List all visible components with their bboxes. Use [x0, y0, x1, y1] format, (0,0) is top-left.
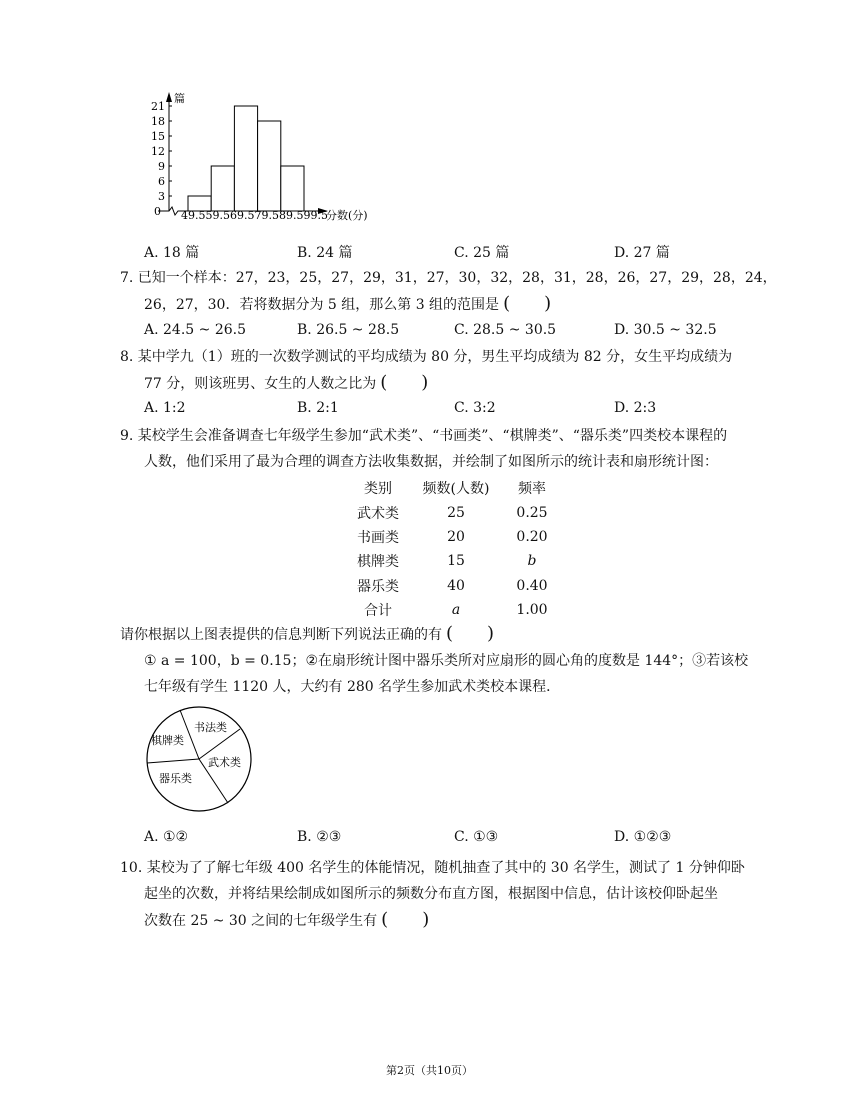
q8-stem-line2 — [144, 373, 428, 394]
table-cell: 15 — [447, 553, 465, 570]
q8-option-c[interactable]: C. 3:2 — [454, 400, 496, 416]
q7-stem-text: 26，27，30．若将数据分为 5 组，那么第 3 组的范围是 — [144, 297, 500, 313]
q9-option-b[interactable]: B. ②③ — [297, 829, 342, 845]
histogram-chart — [140, 88, 400, 228]
q8-option-a[interactable]: A. 1:2 — [144, 400, 186, 416]
histogram-bar — [211, 166, 234, 211]
table-header: 类别 — [364, 481, 392, 498]
q8-stem-line1: 8. 某中学九（1）班的一次数学测试的平均成绩为 80 分，男生平均成绩为 82 分，女生平均成绩为 — [120, 349, 733, 365]
table-cell: 器乐类 — [357, 578, 399, 595]
table-cell: 20 — [447, 528, 465, 545]
q10-stem-line3 — [144, 910, 429, 931]
table-row — [345, 598, 563, 622]
q8-option-b[interactable]: B. 2:1 — [297, 400, 339, 416]
q10-stem-text: 次数在 25 ~ 30 之间的七年级学生有 — [144, 913, 378, 929]
answer-paren-open: ( — [503, 293, 511, 314]
pie-label-martial: 武术类 — [208, 756, 241, 769]
q7-option-d[interactable]: D. 30.5 ~ 32.5 — [614, 322, 717, 338]
answer-paren-close: ) — [487, 623, 495, 644]
q6-option-c[interactable]: C. 25 篇 — [454, 245, 510, 261]
y-tick-label: 18 — [151, 115, 165, 128]
table-cell: 25 — [447, 504, 465, 521]
q8-stem-text: 77 分，则该班男、女生的人数之比为 — [144, 376, 377, 392]
pie-label-music: 器乐类 — [159, 772, 192, 785]
q7-stem-line1: 7. 已知一个样本：27，23，25，27，29，31，27，30，32，28，31，28，26，27，29，28，24， — [120, 270, 777, 286]
histogram-bar — [234, 106, 257, 211]
q9-statements-line1: ① a = 100，b = 0.15；②在扇形统计图中器乐类所对应扇形的圆心角的度数是 144°；③若该校 — [144, 653, 749, 669]
q9-question-text: 请你根据以上图表提供的信息判断下列说法正确的有 — [120, 627, 442, 643]
y-axis-arrow — [166, 92, 172, 102]
y-tick-label: 9 — [158, 160, 165, 173]
answer-paren-close: ) — [544, 293, 552, 314]
q6-option-a[interactable]: A. 18 篇 — [144, 245, 200, 261]
y-tick-label: 15 — [151, 130, 165, 143]
y-tick-label: 6 — [158, 175, 165, 188]
table-cell: b — [527, 553, 537, 570]
q8-option-d[interactable]: D. 2:3 — [614, 400, 657, 416]
table-cell: 武术类 — [357, 505, 399, 522]
answer-paren-close: ) — [422, 909, 430, 930]
table-row — [345, 525, 563, 549]
q7-option-b[interactable]: B. 26.5 ~ 28.5 — [297, 322, 400, 338]
pie-label-calligraphy: 书法类 — [194, 721, 227, 734]
table-cell: 40 — [447, 577, 465, 594]
pie-label-chess: 棋牌类 — [151, 734, 184, 747]
table-cell: 书画类 — [357, 529, 399, 546]
answer-paren-open: ( — [380, 372, 388, 393]
y-unit-label: 篇 — [174, 92, 185, 105]
table-cell: 棋牌类 — [357, 554, 399, 571]
y-tick-label: 21 — [151, 100, 165, 113]
q9-option-a[interactable]: A. ①② — [144, 829, 189, 845]
table-cell: 0.20 — [516, 528, 548, 545]
q9-option-c[interactable]: C. ①③ — [454, 829, 499, 845]
table-row — [345, 549, 563, 573]
y-tick-label: 3 — [158, 190, 165, 203]
table-header-row — [345, 476, 563, 500]
histogram-bar — [258, 121, 281, 211]
table-header: 频率 — [518, 481, 546, 498]
q10-stem-line2: 起坐的次数，并将结果绘制成如图所示的频数分布直方图，根据图中信息，估计该校仰卧起坐 — [144, 886, 718, 902]
q10-stem-line1: 10. 某校为了了解七年级 400 名学生的体能情况，随机抽查了其中的 30 名学生，测试了 1 分钟仰卧 — [120, 860, 745, 876]
q7-option-a[interactable]: A. 24.5 ~ 26.5 — [144, 322, 246, 338]
x-tick-labels: 49.559.569.579.589.599.5 — [181, 209, 328, 222]
table-cell: 1.00 — [516, 602, 548, 619]
answer-paren-open: ( — [446, 623, 454, 644]
table-cell: 0.25 — [516, 504, 548, 521]
frequency-table — [345, 476, 563, 622]
y-tick-label: 12 — [151, 145, 165, 158]
table-row — [345, 574, 563, 598]
pie-divider — [147, 759, 199, 763]
q6-option-d[interactable]: D. 27 篇 — [614, 245, 670, 261]
answer-paren-close: ) — [421, 372, 429, 393]
q7-stem-line2 — [144, 294, 551, 315]
x-unit-label: 分数(分) — [326, 209, 368, 222]
histogram-bar — [281, 166, 304, 211]
q7-option-c[interactable]: C. 28.5 ~ 30.5 — [454, 322, 557, 338]
table-cell: 合计 — [364, 603, 392, 620]
table-cell: 0.40 — [516, 577, 548, 594]
table-row — [345, 500, 563, 524]
page-footer: 第2页（共10页） — [386, 1064, 473, 1077]
origin-label: 0 — [154, 205, 161, 218]
table-cell: a — [451, 602, 461, 619]
q6-option-b[interactable]: B. 24 篇 — [297, 245, 353, 261]
q9-option-d[interactable]: D. ①②③ — [614, 829, 672, 845]
q9-question — [120, 624, 494, 645]
q9-stem-line1: 9. 某校学生会准备调查七年级学生参加“武术类”、“书画类”、“棋牌类”、“器乐类”四类校本课程的 — [120, 428, 728, 444]
answer-paren-open: ( — [381, 909, 389, 930]
pie-chart — [140, 700, 260, 820]
q9-stem-line2: 人数，他们采用了最为合理的调查方法收集数据，并绘制了如图所示的统计表和扇形统计图： — [144, 454, 718, 470]
q9-statements-line2: 七年级有学生 1120 人，大约有 280 名学生参加武术类校本课程． — [144, 679, 561, 695]
table-header: 频数(人数) — [422, 481, 490, 498]
